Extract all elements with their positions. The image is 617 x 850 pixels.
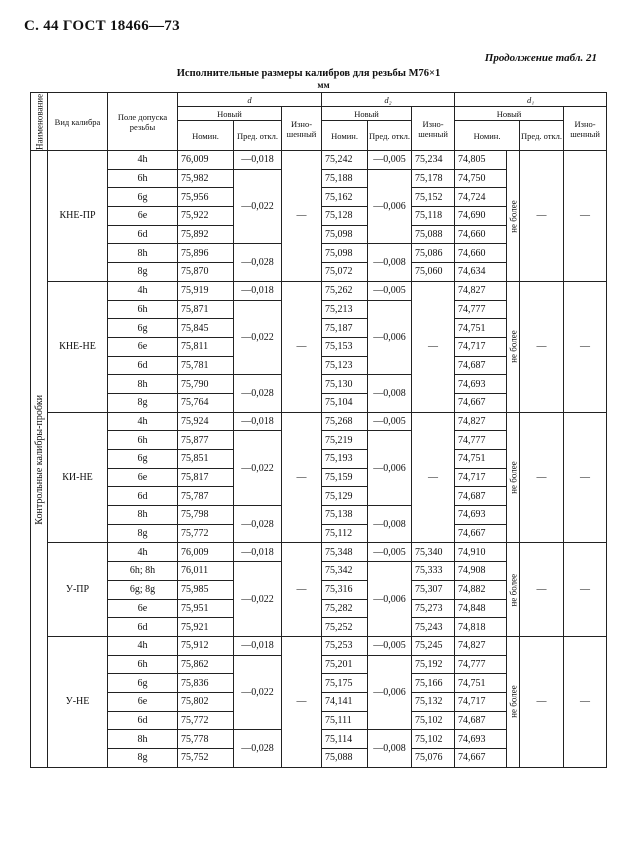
d-deviation-cell: —0,022 xyxy=(234,431,282,506)
d2-nominal-cell: 75,201 xyxy=(322,655,368,674)
d2-deviation-cell: —0,006 xyxy=(368,300,412,375)
d2-worn-cell: 75,060 xyxy=(412,263,455,282)
d2-nominal-cell: 75,262 xyxy=(322,281,368,300)
d-deviation-cell: —0,018 xyxy=(234,281,282,300)
d1-max-note: не более xyxy=(507,281,520,412)
d2-worn-cell: 75,307 xyxy=(412,580,455,599)
d1-nominal-cell: 74,717 xyxy=(455,692,507,711)
d2-nominal-cell: 75,114 xyxy=(322,730,368,749)
d1-nominal-header: Номин. xyxy=(455,121,520,151)
d2-nominal-cell: 75,213 xyxy=(322,300,368,319)
d-deviation-cell: —0,022 xyxy=(234,562,282,637)
d1-deviation-header: Пред. откл. xyxy=(520,121,564,151)
d-deviation-cell: —0,018 xyxy=(234,543,282,562)
d-nominal-cell: 75,851 xyxy=(178,450,234,469)
d-nominal-cell: 75,922 xyxy=(178,207,234,226)
d2-worn-cell: 75,192 xyxy=(412,655,455,674)
tolerance-cell: 6h xyxy=(108,655,178,674)
gauge-type: У-ПР xyxy=(48,543,108,636)
d-deviation-cell: —0,028 xyxy=(234,730,282,767)
d-new-header: Новый xyxy=(178,107,282,121)
gauge-type: КНЕ-ПР xyxy=(48,151,108,282)
d1-nominal-cell: 74,667 xyxy=(455,749,507,768)
table-row xyxy=(31,412,607,431)
d2-nominal-cell: 75,253 xyxy=(322,636,368,655)
d2-worn-cell: — xyxy=(412,281,455,412)
d2-deviation-header: Пред. откл. xyxy=(368,121,412,151)
d2-worn-cell: 75,245 xyxy=(412,636,455,655)
d-nominal-cell: 75,919 xyxy=(178,281,234,300)
d2-worn-cell: — xyxy=(412,412,455,543)
d-deviation-cell: —0,022 xyxy=(234,300,282,375)
tolerance-cell: 6g; 8g xyxy=(108,580,178,599)
d2-deviation-cell: —0,008 xyxy=(368,375,412,412)
tolerance-cell: 8g xyxy=(108,263,178,282)
col-d1-header: d₁ xyxy=(455,93,607,107)
d-deviation-cell: —0,022 xyxy=(234,655,282,730)
d2-nominal-cell: 75,348 xyxy=(322,543,368,562)
d2-deviation-cell: —0,006 xyxy=(368,169,412,244)
d1-nominal-cell: 74,777 xyxy=(455,655,507,674)
d2-nominal-cell: 75,188 xyxy=(322,169,368,188)
d1-max-note: не более xyxy=(507,543,520,636)
tolerance-cell: 8h xyxy=(108,730,178,749)
d1-nominal-cell: 74,750 xyxy=(455,169,507,188)
d1-deviation-cell: — xyxy=(520,543,564,636)
d1-nominal-cell: 74,724 xyxy=(455,188,507,207)
d-nominal-cell: 76,009 xyxy=(178,543,234,562)
tolerance-cell: 6g xyxy=(108,450,178,469)
d1-nominal-cell: 74,751 xyxy=(455,450,507,469)
d2-worn-cell: 75,234 xyxy=(412,151,455,170)
d2-deviation-cell: —0,005 xyxy=(368,412,412,431)
d-nominal-header: Номин. xyxy=(178,121,234,151)
d1-nominal-cell: 74,717 xyxy=(455,337,507,356)
d-deviation-header: Пред. откл. xyxy=(234,121,282,151)
tolerance-cell: 4h xyxy=(108,151,178,170)
d-nominal-cell: 75,921 xyxy=(178,618,234,637)
d2-nominal-cell: 75,159 xyxy=(322,468,368,487)
d-nominal-cell: 75,924 xyxy=(178,412,234,431)
d-nominal-cell: 75,956 xyxy=(178,188,234,207)
d2-worn-cell: 75,243 xyxy=(412,618,455,637)
d-nominal-cell: 75,772 xyxy=(178,524,234,543)
d2-worn-cell: 75,333 xyxy=(412,562,455,581)
d2-new-header: Новый xyxy=(322,107,412,121)
d1-nominal-cell: 74,693 xyxy=(455,506,507,525)
tolerance-cell: 6g xyxy=(108,674,178,693)
tolerance-cell: 6h xyxy=(108,431,178,450)
d1-nominal-cell: 74,687 xyxy=(455,711,507,730)
d2-nominal-cell: 75,268 xyxy=(322,412,368,431)
d2-worn-cell: 75,086 xyxy=(412,244,455,263)
d2-nominal-cell: 75,088 xyxy=(322,749,368,768)
tolerance-cell: 8h xyxy=(108,244,178,263)
d2-deviation-cell: —0,005 xyxy=(368,543,412,562)
d1-deviation-cell: — xyxy=(520,151,564,282)
d-nominal-cell: 75,896 xyxy=(178,244,234,263)
tolerance-cell: 6g xyxy=(108,188,178,207)
d-nominal-cell: 75,798 xyxy=(178,506,234,525)
d1-nominal-cell: 74,717 xyxy=(455,468,507,487)
d1-nominal-cell: 74,693 xyxy=(455,730,507,749)
d-deviation-cell: —0,018 xyxy=(234,412,282,431)
tolerance-cell: 6d xyxy=(108,487,178,506)
d1-worn-cell: — xyxy=(564,543,607,636)
d1-nominal-cell: 74,687 xyxy=(455,487,507,506)
d1-worn-cell: — xyxy=(564,281,607,412)
d-deviation-cell: —0,022 xyxy=(234,169,282,244)
gauge-type: У-НЕ xyxy=(48,636,108,767)
d-nominal-cell: 75,817 xyxy=(178,468,234,487)
table-row xyxy=(31,543,607,562)
tolerance-cell: 8h xyxy=(108,375,178,394)
d1-max-note: не более xyxy=(507,412,520,543)
table-title: Исполнительные размеры калибров для резьбы М76×1 xyxy=(176,68,441,79)
d-nominal-cell: 75,982 xyxy=(178,169,234,188)
d2-deviation-cell: —0,008 xyxy=(368,506,412,543)
d2-nominal-cell: 75,175 xyxy=(322,674,368,693)
d2-nominal-cell: 75,123 xyxy=(322,356,368,375)
d-nominal-cell: 75,870 xyxy=(178,263,234,282)
d1-deviation-cell: — xyxy=(520,636,564,767)
d1-max-note: не более xyxy=(507,636,520,767)
d-nominal-cell: 75,778 xyxy=(178,730,234,749)
table-body xyxy=(31,151,607,768)
table-unit: мм xyxy=(317,80,330,90)
tolerance-cell: 6h xyxy=(108,169,178,188)
d2-deviation-cell: —0,008 xyxy=(368,730,412,767)
table-continuation-label: Продолжение табл. 21 xyxy=(484,52,597,64)
gauge-dimensions-table xyxy=(30,92,607,768)
d-nominal-cell: 75,985 xyxy=(178,580,234,599)
d-nominal-cell: 75,892 xyxy=(178,225,234,244)
d2-worn-header: Изно-шенный xyxy=(412,107,455,151)
d2-nominal-cell: 75,342 xyxy=(322,562,368,581)
d2-worn-cell: 75,102 xyxy=(412,730,455,749)
d1-nominal-cell: 74,908 xyxy=(455,562,507,581)
d-deviation-cell: —0,018 xyxy=(234,636,282,655)
d2-deviation-cell: —0,006 xyxy=(368,562,412,637)
d2-deviation-cell: —0,005 xyxy=(368,281,412,300)
tolerance-cell: 4h xyxy=(108,412,178,431)
d2-nominal-cell: 75,242 xyxy=(322,151,368,170)
d2-nominal-cell: 75,111 xyxy=(322,711,368,730)
d1-worn-cell: — xyxy=(564,412,607,543)
d2-nominal-cell: 75,098 xyxy=(322,244,368,263)
d1-nominal-cell: 74,751 xyxy=(455,319,507,338)
d-worn-cell: — xyxy=(282,412,322,543)
page-header: С. 44 ГОСТ 18466—73 xyxy=(24,18,180,34)
d2-worn-cell: 75,132 xyxy=(412,692,455,711)
d-nominal-cell: 75,811 xyxy=(178,337,234,356)
d1-nominal-cell: 74,667 xyxy=(455,393,507,412)
d2-deviation-cell: —0,008 xyxy=(368,244,412,281)
d2-worn-cell: 75,076 xyxy=(412,749,455,768)
d1-deviation-cell: — xyxy=(520,281,564,412)
tolerance-cell: 6d xyxy=(108,711,178,730)
d1-nominal-cell: 74,660 xyxy=(455,244,507,263)
tolerance-cell: 6d xyxy=(108,618,178,637)
tolerance-cell: 6e xyxy=(108,337,178,356)
d1-nominal-cell: 74,634 xyxy=(455,263,507,282)
d-nominal-cell: 75,752 xyxy=(178,749,234,768)
d-nominal-cell: 75,951 xyxy=(178,599,234,618)
d-nominal-cell: 75,790 xyxy=(178,375,234,394)
d2-nominal-cell: 75,129 xyxy=(322,487,368,506)
d1-nominal-cell: 74,818 xyxy=(455,618,507,637)
tolerance-cell: 6h xyxy=(108,300,178,319)
d2-nominal-cell: 75,072 xyxy=(322,263,368,282)
d1-nominal-cell: 74,667 xyxy=(455,524,507,543)
d-deviation-cell: —0,028 xyxy=(234,375,282,412)
tolerance-cell: 8h xyxy=(108,506,178,525)
d1-worn-cell: — xyxy=(564,636,607,767)
d2-deviation-cell: —0,005 xyxy=(368,636,412,655)
d-nominal-cell: 75,912 xyxy=(178,636,234,655)
d2-nominal-cell: 75,138 xyxy=(322,506,368,525)
tolerance-cell: 6e xyxy=(108,207,178,226)
d1-nominal-cell: 74,827 xyxy=(455,281,507,300)
d2-nominal-cell: 75,219 xyxy=(322,431,368,450)
d-nominal-cell: 76,009 xyxy=(178,151,234,170)
gauge-type: КИ-НЕ xyxy=(48,412,108,543)
d-nominal-cell: 75,862 xyxy=(178,655,234,674)
d-nominal-cell: 75,877 xyxy=(178,431,234,450)
d-nominal-cell: 75,845 xyxy=(178,319,234,338)
d2-worn-cell: 75,118 xyxy=(412,207,455,226)
d1-nominal-cell: 74,693 xyxy=(455,375,507,394)
d2-nominal-cell: 74,141 xyxy=(322,692,368,711)
tolerance-cell: 8g xyxy=(108,393,178,412)
d1-nominal-cell: 74,660 xyxy=(455,225,507,244)
table-row xyxy=(31,151,607,170)
tolerance-cell: 6h; 8h xyxy=(108,562,178,581)
tolerance-cell: 8g xyxy=(108,524,178,543)
d2-nominal-cell: 75,153 xyxy=(322,337,368,356)
d2-nominal-cell: 75,098 xyxy=(322,225,368,244)
tolerance-cell: 6d xyxy=(108,356,178,375)
d-nominal-cell: 75,836 xyxy=(178,674,234,693)
d2-worn-cell: 75,102 xyxy=(412,711,455,730)
d2-nominal-cell: 75,130 xyxy=(322,375,368,394)
d1-nominal-cell: 74,882 xyxy=(455,580,507,599)
d-nominal-cell: 75,764 xyxy=(178,393,234,412)
d2-deviation-cell: —0,006 xyxy=(368,431,412,506)
col-d-header: d xyxy=(178,93,322,107)
tolerance-cell: 6e xyxy=(108,468,178,487)
col-d2-header: d₂ xyxy=(322,93,455,107)
tolerance-cell: 4h xyxy=(108,281,178,300)
d-deviation-cell: —0,018 xyxy=(234,151,282,170)
d2-nominal-cell: 75,128 xyxy=(322,207,368,226)
d1-nominal-cell: 74,777 xyxy=(455,300,507,319)
d-deviation-cell: —0,028 xyxy=(234,244,282,281)
d1-max-note: не более xyxy=(507,151,520,282)
d1-nominal-cell: 74,777 xyxy=(455,431,507,450)
d2-nominal-cell: 75,282 xyxy=(322,599,368,618)
d-nominal-cell: 76,011 xyxy=(178,562,234,581)
d2-nominal-header: Номин. xyxy=(322,121,368,151)
col-name-header: Наименование xyxy=(31,93,48,151)
col-type-header: Вид калибра xyxy=(48,93,108,151)
tolerance-cell: 8g xyxy=(108,749,178,768)
d1-nominal-cell: 74,848 xyxy=(455,599,507,618)
d2-nominal-cell: 75,112 xyxy=(322,524,368,543)
d1-nominal-cell: 74,827 xyxy=(455,636,507,655)
d2-worn-cell: 75,178 xyxy=(412,169,455,188)
group-label: Контрольные калибры-пробки xyxy=(31,151,48,768)
d2-nominal-cell: 75,162 xyxy=(322,188,368,207)
d1-deviation-cell: — xyxy=(520,412,564,543)
d2-nominal-cell: 75,193 xyxy=(322,450,368,469)
d-nominal-cell: 75,772 xyxy=(178,711,234,730)
d1-nominal-cell: 74,805 xyxy=(455,151,507,170)
d1-nominal-cell: 74,751 xyxy=(455,674,507,693)
d2-deviation-cell: —0,006 xyxy=(368,655,412,730)
d2-worn-cell: 75,088 xyxy=(412,225,455,244)
d-nominal-cell: 75,781 xyxy=(178,356,234,375)
d2-worn-cell: 75,340 xyxy=(412,543,455,562)
tolerance-cell: 6e xyxy=(108,692,178,711)
d2-nominal-cell: 75,187 xyxy=(322,319,368,338)
d-worn-cell: — xyxy=(282,151,322,282)
d2-nominal-cell: 75,104 xyxy=(322,393,368,412)
d1-nominal-cell: 74,690 xyxy=(455,207,507,226)
tolerance-cell: 6e xyxy=(108,599,178,618)
d2-worn-cell: 75,166 xyxy=(412,674,455,693)
d2-worn-cell: 75,273 xyxy=(412,599,455,618)
col-tolerance-header: Поле допуска резьбы xyxy=(108,93,178,151)
tolerance-cell: 4h xyxy=(108,543,178,562)
d-deviation-cell: —0,028 xyxy=(234,506,282,543)
gauge-type: КНЕ-НЕ xyxy=(48,281,108,412)
d-worn-cell: — xyxy=(282,543,322,636)
table-row xyxy=(31,281,607,300)
table-row xyxy=(31,636,607,655)
d1-new-header: Новый xyxy=(455,107,564,121)
d2-nominal-cell: 75,252 xyxy=(322,618,368,637)
d-worn-cell: — xyxy=(282,636,322,767)
tolerance-cell: 4h xyxy=(108,636,178,655)
tolerance-cell: 6g xyxy=(108,319,178,338)
d-worn-cell: — xyxy=(282,281,322,412)
d-nominal-cell: 75,802 xyxy=(178,692,234,711)
d-nominal-cell: 75,787 xyxy=(178,487,234,506)
d1-worn-header: Изно-шенный xyxy=(564,107,607,151)
d1-nominal-cell: 74,687 xyxy=(455,356,507,375)
d2-worn-cell: 75,152 xyxy=(412,188,455,207)
d-worn-header: Изно-шенный xyxy=(282,107,322,151)
d2-nominal-cell: 75,316 xyxy=(322,580,368,599)
tolerance-cell: 6d xyxy=(108,225,178,244)
d-nominal-cell: 75,871 xyxy=(178,300,234,319)
d2-deviation-cell: —0,005 xyxy=(368,151,412,170)
d1-nominal-cell: 74,827 xyxy=(455,412,507,431)
d1-worn-cell: — xyxy=(564,151,607,282)
d1-nominal-cell: 74,910 xyxy=(455,543,507,562)
